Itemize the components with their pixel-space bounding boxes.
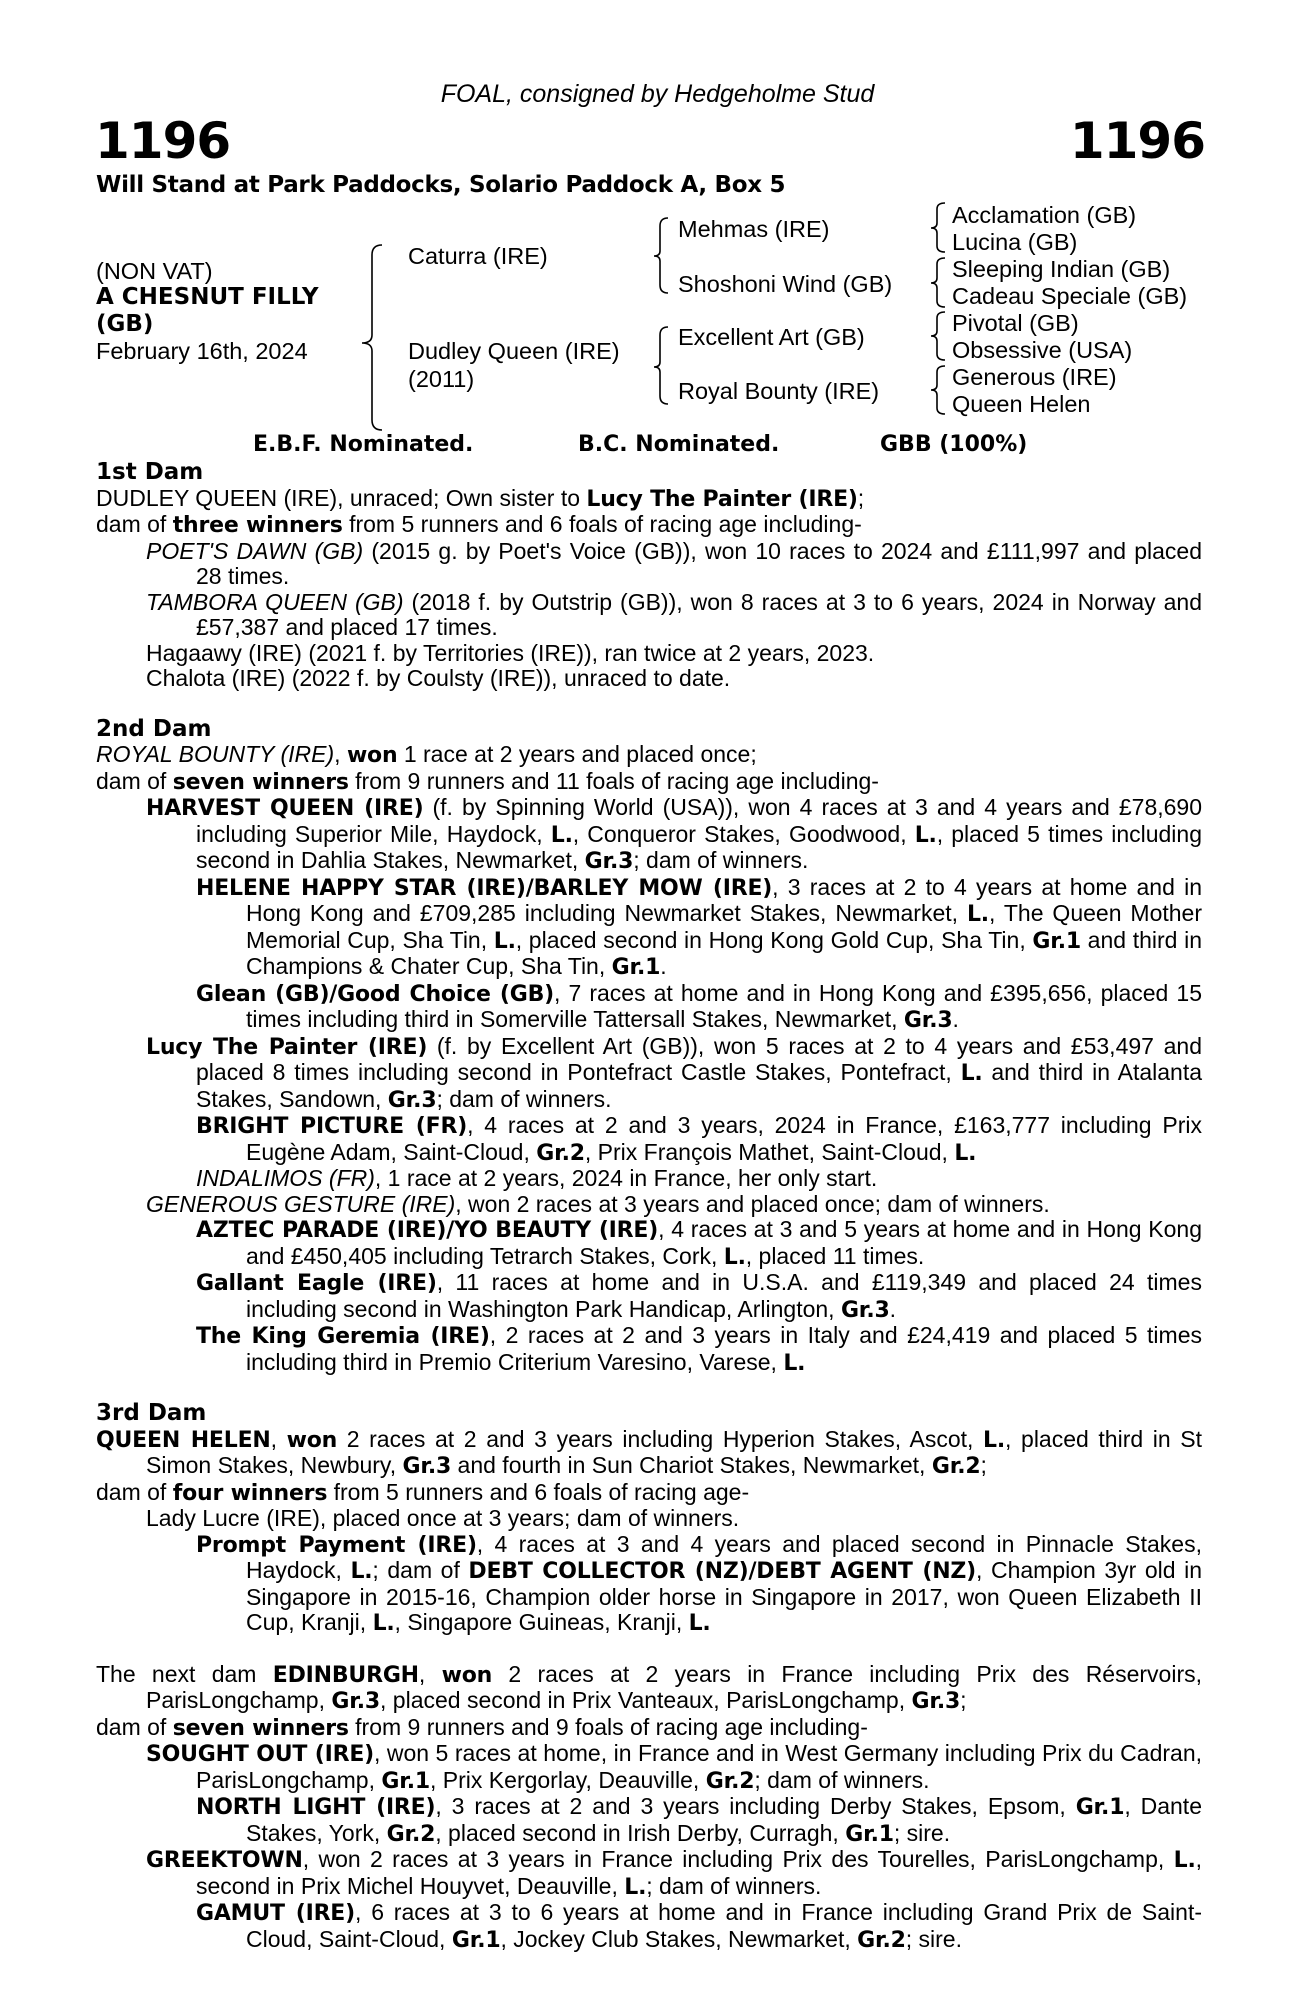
dam-dam: Royal Bounty (IRE) bbox=[678, 378, 880, 404]
foaling-date: February 16th, 2024 bbox=[96, 338, 308, 364]
grandparent-2: Lucina (GB) bbox=[952, 229, 1078, 255]
grandparent-1: Acclamation (GB) bbox=[952, 202, 1137, 228]
entry-gallant-eagle: Gallant Eagle (IRE), 11 races at home and in U.S.A. and £119,349 and placed 24 times including second in Washington Park Handicap, Arlington, Gr.3. bbox=[196, 1269, 1202, 1323]
dam-year: (2011) bbox=[408, 366, 475, 392]
third-dam-line2: dam of four winners from 5 runners and 6 foals of racing age- bbox=[96, 1478, 750, 1506]
horse-country: (GB) bbox=[96, 311, 154, 337]
first-dam-entry-2: TAMBORA QUEEN (GB) (2018 f. by Outstrip (GB)), won 8 races at 3 to 6 years, 2024 in Norway and £57,387 and placed 17 times. bbox=[146, 588, 1203, 640]
entry-helene-happy-star: HELENE HAPPY STAR (IRE)/BARLEY MOW (IRE), 3 races at 2 to 4 years at home and in Hong Kong and £709,285 including Newmarket Stakes, Newmarket, L., The Queen Mother Memorial Cup, Sha Tin, L., placed second in Hong Kong Gold Cup, Sha Tin, Gr.1 and third in Champions & Chater Cup, Sha Tin, Gr.1. bbox=[196, 873, 1202, 980]
consignor-line: FOAL, consigned by Hedgeholme Stud bbox=[440, 80, 875, 108]
dam-name: Dudley Queen (IRE) bbox=[408, 338, 620, 364]
grandparent-6: Obsessive (USA) bbox=[952, 337, 1133, 363]
entry-greektown: GREEKTOWN, won 2 races at 3 years in France including Prix des Tourelles, ParisLongchamp, L., second in Prix Michel Houyvet, Deauville, L.; dam of winners. bbox=[146, 1846, 1202, 1900]
ebf-nomination: E.B.F. Nominated. bbox=[253, 432, 474, 457]
grandparent-4: Cadeau Speciale (GB) bbox=[952, 283, 1188, 309]
entry-harvest-queen: HARVEST QUEEN (IRE) (f. by Spinning World (USA)), won 4 races at 3 and 4 years and £78,690 including Superior Mile, Haydock, L., Conqueror Stakes, Goodwood, L., placed 5 times including second in Dahlia Stakes, Newmarket, Gr.3; dam of winners. bbox=[146, 794, 1203, 874]
lot-number-right: 1196 bbox=[1069, 112, 1205, 170]
grandparent-5: Pivotal (GB) bbox=[952, 310, 1079, 336]
second-dam-line2: dam of seven winners from 9 runners and 11 foals of racing age including- bbox=[96, 767, 879, 795]
bc-nomination: B.C. Nominated. bbox=[578, 432, 780, 457]
vat-status: (NON VAT) bbox=[96, 258, 213, 284]
entry-glean: Glean (GB)/Good Choice (GB), 7 races at home and in Hong Kong and £395,656, placed 15 times including third in Somerville Tattersall Stakes, Newmarket, Gr.3. bbox=[196, 979, 1202, 1033]
second-dam-line1: ROYAL BOUNTY (IRE), won 1 race at 2 years and placed once; bbox=[96, 741, 757, 768]
entry-lucy-the-painter: Lucy The Painter (IRE) (f. by Excellent Art (GB)), won 5 races at 2 to 4 years and £53,497 and placed 8 times including second in Pontefract Castle Stakes, Pontefract, L. and third in Atalanta Stakes, Sandown, Gr.3; dam of winners. bbox=[146, 1032, 1203, 1113]
first-dam-entry-1: POET'S DAWN (GB) (2015 g. by Poet's Voice (GB)), won 10 races to 2024 and £111,997 and placed 28 times. bbox=[146, 537, 1202, 589]
first-dam-entry-4: Chalota (IRE) (2022 f. by Coulsty (IRE)), unraced to date. bbox=[146, 665, 731, 691]
dam-sire: Excellent Art (GB) bbox=[678, 324, 865, 350]
sire-name: Caturra (IRE) bbox=[408, 243, 548, 269]
entry-gamut: GAMUT (IRE), 6 races at 3 to 6 years at home and in France including Grand Prix de Saint-Cloud, Saint-Cloud, Gr.1, Jockey Club Stakes, Newmarket, Gr.2; sire. bbox=[196, 1899, 1202, 1953]
entry-lady-lucre: Lady Lucre (IRE), placed once at 3 years; dam of winners. bbox=[146, 1505, 740, 1531]
grandparent-3: Sleeping Indian (GB) bbox=[952, 256, 1171, 282]
next-dam-line1: The next dam EDINBURGH, won 2 races at 2 years in France including Prix des Réservoirs, ParisLongchamp, Gr.3, placed second in Prix Vanteaux, ParisLongchamp, Gr.3; bbox=[96, 1660, 1202, 1714]
entry-generous-gesture: GENEROUS GESTURE (IRE), won 2 races at 3 years and placed once; dam of winners. bbox=[146, 1190, 1050, 1217]
lot-number-left: 1196 bbox=[95, 112, 231, 170]
entry-prompt-payment: Prompt Payment (IRE), 4 races at 3 and 4 years and placed second in Pinnacle Stakes, Haydock, L.; dam of DEBT COLLECTOR (NZ)/DEBT AGENT (NZ), Champion 3yr old in Singapore in 2015-16, Champion older horse in Singapore in 2017, won Queen Elizabeth II Cup, Kranji, L., Singapore Guineas, Kranji, L. bbox=[196, 1530, 1203, 1636]
first-dam-line1: DUDLEY QUEEN (IRE), unraced; Own sister to Lucy The Painter (IRE); bbox=[96, 484, 865, 512]
horse-name: A CHESNUT FILLY bbox=[96, 284, 319, 310]
entry-north-light: NORTH LIGHT (IRE), 3 races at 2 and 3 years including Derby Stakes, Epsom, Gr.1, Dante Stakes, York, Gr.2, placed second in Irish Derby, Curragh, Gr.1; sire. bbox=[196, 1793, 1202, 1847]
first-dam-entry-3: Hagaawy (IRE) (2021 f. by Territories (IRE)), ran twice at 2 years, 2023. bbox=[146, 639, 875, 666]
entry-sought-out: SOUGHT OUT (IRE), won 5 races at home, in France and in West Germany including Prix du Cadran, ParisLongchamp, Gr.1, Prix Kergorlay, Deauville, Gr.2; dam of winners. bbox=[146, 1740, 1202, 1794]
entry-bright-picture: BRIGHT PICTURE (FR), 4 races at 2 and 3 years, 2024 in France, £163,777 including Prix Eugène Adam, Saint-Cloud, Gr.2, Prix François Mathet, Saint-Cloud, L. bbox=[196, 1112, 1202, 1166]
entry-aztec-parade: AZTEC PARADE (IRE)/YO BEAUTY (IRE), 4 races at 3 and 5 years at home and in Hong Kong and £450,405 including Tetrarch Stakes, Cork, L., placed 11 times. bbox=[196, 1216, 1202, 1270]
sire-sire: Mehmas (IRE) bbox=[678, 216, 830, 242]
entry-indalimos: INDALIMOS (FR), 1 race at 2 years, 2024 in France, her only start. bbox=[196, 1165, 878, 1191]
entry-the-king-geremia: The King Geremia (IRE), 2 races at 2 and 3 years in Italy and £24,419 and placed 5 times including third in Premio Criterium Varesino, Varese, L. bbox=[196, 1322, 1202, 1376]
next-dam-line2: dam of seven winners from 9 runners and 9 foals of racing age including- bbox=[96, 1713, 868, 1741]
grandparent-8: Queen Helen bbox=[952, 391, 1091, 417]
sire-dam: Shoshoni Wind (GB) bbox=[678, 271, 893, 297]
stand-location: Will Stand at Park Paddocks, Solario Paddock A, Box 5 bbox=[96, 172, 786, 198]
gbb-status: GBB (100%) bbox=[880, 432, 1028, 457]
produce-record bbox=[96, 460, 1202, 1953]
first-dam-line2: dam of three winners from 5 runners and 6 foals of racing age including- bbox=[96, 511, 862, 538]
second-dam-title: 2nd Dam bbox=[96, 715, 212, 742]
third-dam-line1: QUEEN HELEN, won 2 races at 2 and 3 years including Hyperion Stakes, Ascot, L., placed third in St Simon Stakes, Newbury, Gr.3 and fourth in Sun Chariot Stakes, Newmarket, Gr.2; bbox=[96, 1425, 1203, 1479]
first-dam-title: 1st Dam bbox=[96, 459, 204, 485]
third-dam-title: 3rd Dam bbox=[96, 1400, 207, 1426]
grandparent-7: Generous (IRE) bbox=[952, 364, 1117, 390]
